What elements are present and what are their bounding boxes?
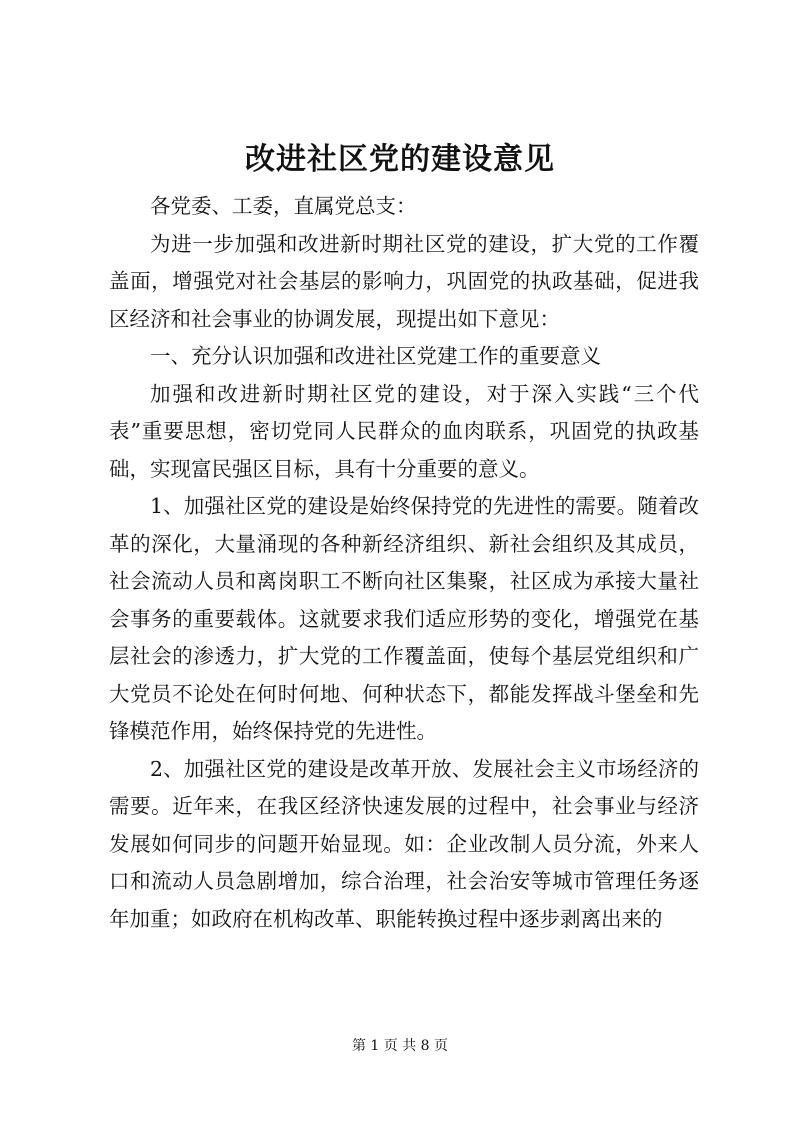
document-body [109,188,699,938]
intro-paragraph: 为进一步加强和改进新时期社区党的建设，扩大党的工作覆盖面，增强党对社会基层的影响力，巩固党的执政基础，促进我区经济和社会事业的协调发展，现提出如下意见： [109,231,699,331]
document-title: 改进社区党的建设意见 [245,142,555,177]
salutation-paragraph: 各党委、工委，直属党总支： [150,194,417,218]
body-paragraph: 1、加强社区党的建设是始终保持党的先进性的需要。随着改革的深化，大量涌现的各种新经济组织、新社会组织及其成员，社会流动人员和离岗职工不断向社区集聚，社区成为承接大量社会事务的重要载体。这就要求我们适应形势的变化，增强党在基层社会的渗透力，扩大党的工作覆盖面，使每个基层党组织和广大党员不论处在何时何地、何种状态下，都能发挥战斗堡垒和先锋模范作用，始终保持党的先进性。 [109,494,699,743]
page-footer: 第 1 页 共 8 页 [351,1038,449,1054]
section-heading: 一、充分认识加强和改进社区党建工作的重要意义 [150,344,601,368]
body-paragraph: 加强和改进新时期社区党的建设，对于深入实践“三个代表”重要思想，密切党同人民群众的血肉联系，巩固党的执政基础，实现富民强区目标，具有十分重要的意义。 [109,381,699,481]
body-paragraph: 2、加强社区党的建设是改革开放、发展社会主义市场经济的需要。近年来，在我区经济快速发展的过程中，社会事业与经济发展如何同步的问题开始显现。如：企业改制人员分流，外来人口和流动人员急剧增加，综合治理，社会治安等城市管理任务逐年加重；如政府在机构改革、职能转换过程中逐步剥离出来的 [109,756,699,931]
